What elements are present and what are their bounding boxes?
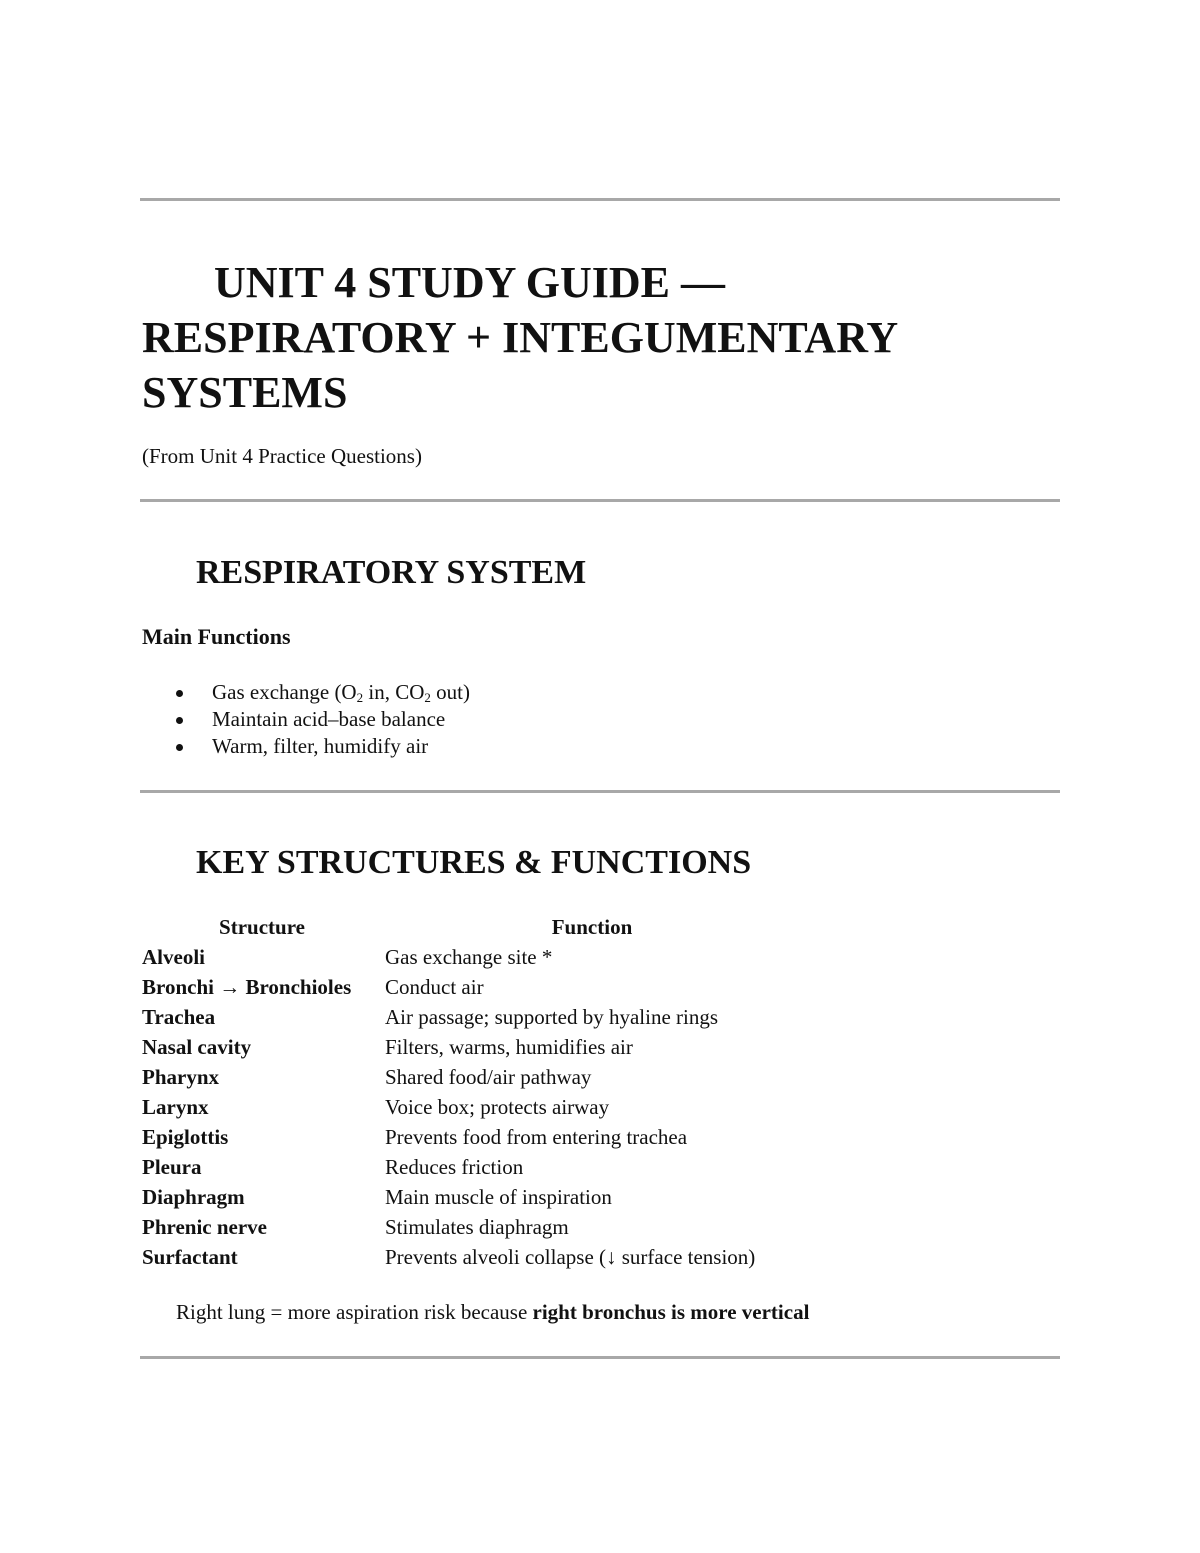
column-header-structure: Structure	[219, 915, 305, 939]
main-functions-list	[142, 679, 470, 760]
horizontal-rule	[140, 499, 1060, 502]
list-item	[142, 679, 470, 706]
structure-cell: Nasal cavity	[142, 1035, 252, 1059]
list-item	[142, 706, 470, 733]
aspiration-note	[176, 1298, 809, 1326]
bullet-icon	[176, 690, 183, 697]
function-cell: Voice box; protects airway	[385, 1095, 610, 1119]
structure-cell: Epiglottis	[142, 1125, 229, 1149]
structure-cell: Surfactant	[142, 1245, 238, 1269]
bullet-text-gas-exchange: Gas exchange ($O_2$ in, $CO_2$ out)	[212, 680, 470, 705]
bullet-icon	[176, 717, 183, 724]
structure-cell: Pleura	[142, 1155, 202, 1179]
note-emphasis: right bronchus is more vertical	[532, 1300, 810, 1324]
horizontal-rule	[140, 1356, 1060, 1359]
table-row	[142, 1152, 865, 1182]
main-functions-heading: Main Functions	[142, 624, 291, 649]
table-row	[142, 942, 865, 972]
structure-cell: Pharynx	[142, 1065, 220, 1089]
structure-cell: Trachea	[142, 1005, 216, 1029]
horizontal-rule	[140, 790, 1060, 793]
table-row	[142, 1212, 865, 1242]
function-cell: Filters, warms, humidifies air	[385, 1035, 633, 1059]
table-row	[142, 1242, 865, 1272]
structure-cell: Larynx	[142, 1095, 209, 1119]
structures-table	[142, 912, 865, 1272]
bullet-icon	[176, 744, 183, 751]
key-structures-heading: KEY STRUCTURES & FUNCTIONS	[196, 844, 752, 881]
table-row	[142, 1182, 865, 1212]
table-row	[142, 1032, 865, 1062]
table-row	[142, 972, 865, 1002]
table-row	[142, 1092, 865, 1122]
function-cell: Shared food/air pathway	[385, 1065, 592, 1089]
function-cell: Conduct air	[385, 975, 484, 999]
structure-cell: Alveoli	[142, 945, 205, 969]
function-cell: Stimulates diaphragm	[385, 1215, 569, 1239]
horizontal-rule	[140, 198, 1060, 201]
document-subtitle: (From Unit 4 Practice Questions)	[142, 444, 422, 468]
function-cell: Prevents alveoli collapse (↓ surface tension)	[385, 1245, 756, 1269]
function-cell: Prevents food from entering trachea	[385, 1125, 688, 1149]
table-row	[142, 1122, 865, 1152]
table-body	[142, 942, 865, 1272]
respiratory-system-heading: RESPIRATORY SYSTEM	[196, 554, 587, 591]
table-header-row	[142, 912, 865, 942]
function-cell: Gas exchange site *	[385, 945, 553, 969]
table-row	[142, 1002, 865, 1032]
column-header-function: Function	[551, 915, 633, 939]
structure-cell: Bronchi → Bronchioles	[142, 975, 352, 999]
note-text: Right lung = more aspiration risk because	[176, 1300, 533, 1324]
function-cell: Reduces friction	[385, 1155, 524, 1179]
structure-cell: Diaphragm	[142, 1185, 245, 1209]
function-cell: Main muscle of inspiration	[385, 1185, 612, 1209]
bullet-text: Maintain acid–base balance	[212, 707, 446, 731]
bullet-text: Warm, filter, humidify air	[212, 734, 429, 758]
function-cell: Air passage; supported by hyaline rings	[385, 1005, 719, 1029]
table-row	[142, 1062, 865, 1092]
structure-cell: Phrenic nerve	[142, 1215, 267, 1239]
list-item	[142, 733, 470, 760]
document-title: UNIT 4 STUDY GUIDE — RESPIRATORY + INTEGUMENTARY SYSTEMS	[142, 258, 897, 417]
